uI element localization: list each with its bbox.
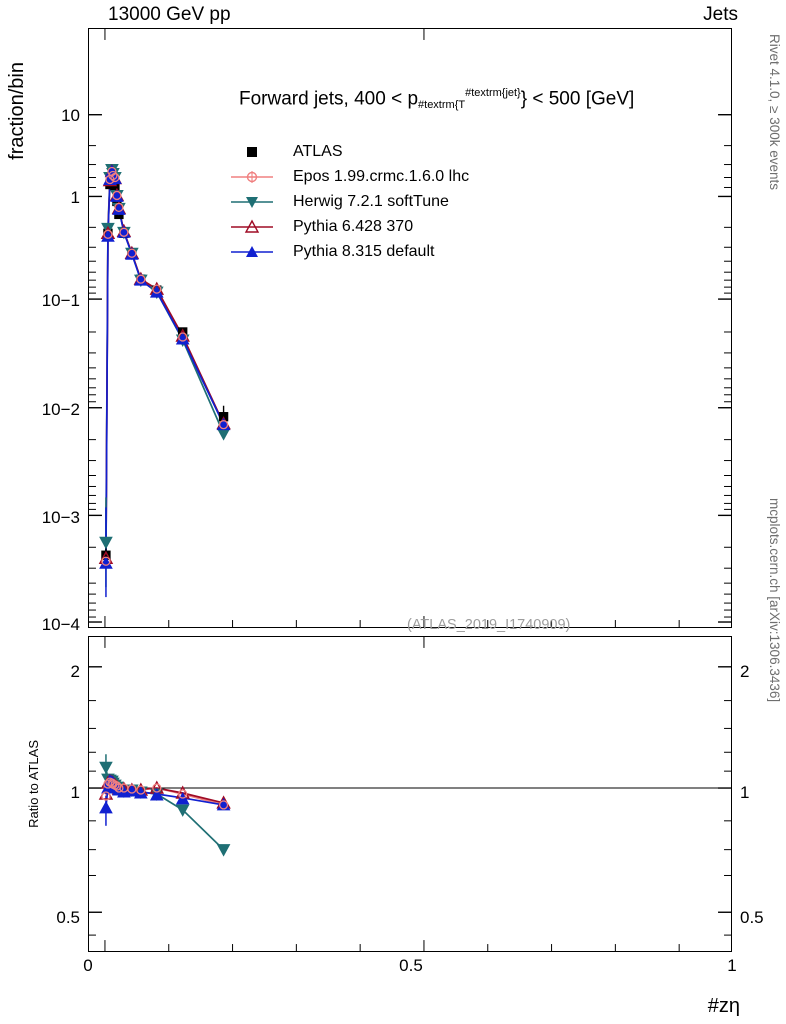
main-ytick-0: 10	[61, 106, 80, 125]
legend-item-pythia6	[229, 214, 469, 239]
ratio-plot-panel	[88, 636, 732, 952]
main-plot-svg	[89, 29, 731, 627]
plot-title	[239, 87, 634, 111]
header-beam-label: 13000 GeV pp	[108, 4, 231, 25]
x-axis-label: #zη	[707, 995, 740, 1017]
legend-item-pythia8	[229, 239, 469, 264]
ratio-ytick-2-right: 2	[740, 662, 750, 681]
title-sub: #textrm{T	[418, 99, 466, 112]
legend	[229, 139, 469, 264]
rivet-version-caption: Rivet 4.1.0, ≥ 300k events	[767, 34, 782, 190]
legend-marker-triangle-up-open-icon	[229, 217, 285, 237]
main-plot-panel	[88, 28, 732, 633]
xtick-1: 1	[727, 956, 737, 975]
series-points-pythia6	[100, 166, 230, 564]
ratio-ytick-05-left: 0.5	[56, 908, 80, 927]
title-pre: Forward jets, 400 < p	[239, 88, 419, 110]
main-y-axis-label: fraction/bin	[6, 62, 28, 160]
ratio-ytick-1-left: 1	[70, 783, 80, 802]
legend-item-herwig	[229, 189, 469, 214]
main-ytick-1: 1	[70, 188, 80, 207]
main-ytick-5: 10−4	[41, 615, 80, 634]
series-points-herwig	[100, 165, 230, 549]
legend-marker-circle-cross-icon	[229, 167, 285, 187]
ratio-ytick-1-right: 1	[740, 783, 750, 802]
legend-label-epos: Epos 1.99.crmc.1.6.0 lhc	[293, 167, 470, 185]
ratio-axis-ticks	[89, 667, 731, 912]
title-sup: #textrm{jet}	[465, 87, 521, 99]
legend-label-pythia8: Pythia 8.315 default	[293, 242, 435, 260]
legend-item-atlas	[229, 139, 469, 164]
legend-label-pythia6: Pythia 6.428 370	[293, 217, 414, 235]
main-ytick-4: 10−3	[41, 508, 80, 527]
legend-label-herwig: Herwig 7.2.1 softTune	[293, 192, 449, 210]
main-ytick-2: 10−1	[41, 291, 80, 310]
ratio-y-axis-label: Ratio to ATLAS	[26, 740, 41, 828]
xtick-05: 0.5	[399, 956, 423, 975]
main-ytick-3: 10−2	[41, 400, 80, 419]
ratio-plot-svg	[89, 637, 731, 951]
legend-item-epos	[229, 164, 469, 189]
legend-marker-triangle-down-filled-icon	[229, 192, 285, 212]
legend-marker-triangle-up-filled-icon	[229, 242, 285, 262]
title-post: } < 500 [GeV]	[520, 88, 635, 110]
legend-label-atlas: ATLAS	[293, 142, 343, 160]
ratio-ytick-2-left: 2	[70, 662, 80, 681]
legend-marker-square-filled-icon	[229, 142, 285, 162]
xtick-0: 0	[83, 956, 93, 975]
analysis-id-watermark: (ATLAS_2019_I1740909)	[407, 617, 571, 633]
ratio-points-herwig	[100, 762, 230, 855]
header-category-label: Jets	[703, 4, 738, 25]
series-points-pythia8	[100, 166, 230, 569]
ratio-line-herwig	[106, 768, 224, 849]
ratio-ytick-05-right: 0.5	[740, 908, 764, 927]
mcplots-arxiv-caption: mcplots.cern.ch [arXiv:1306.3436]	[767, 498, 782, 703]
